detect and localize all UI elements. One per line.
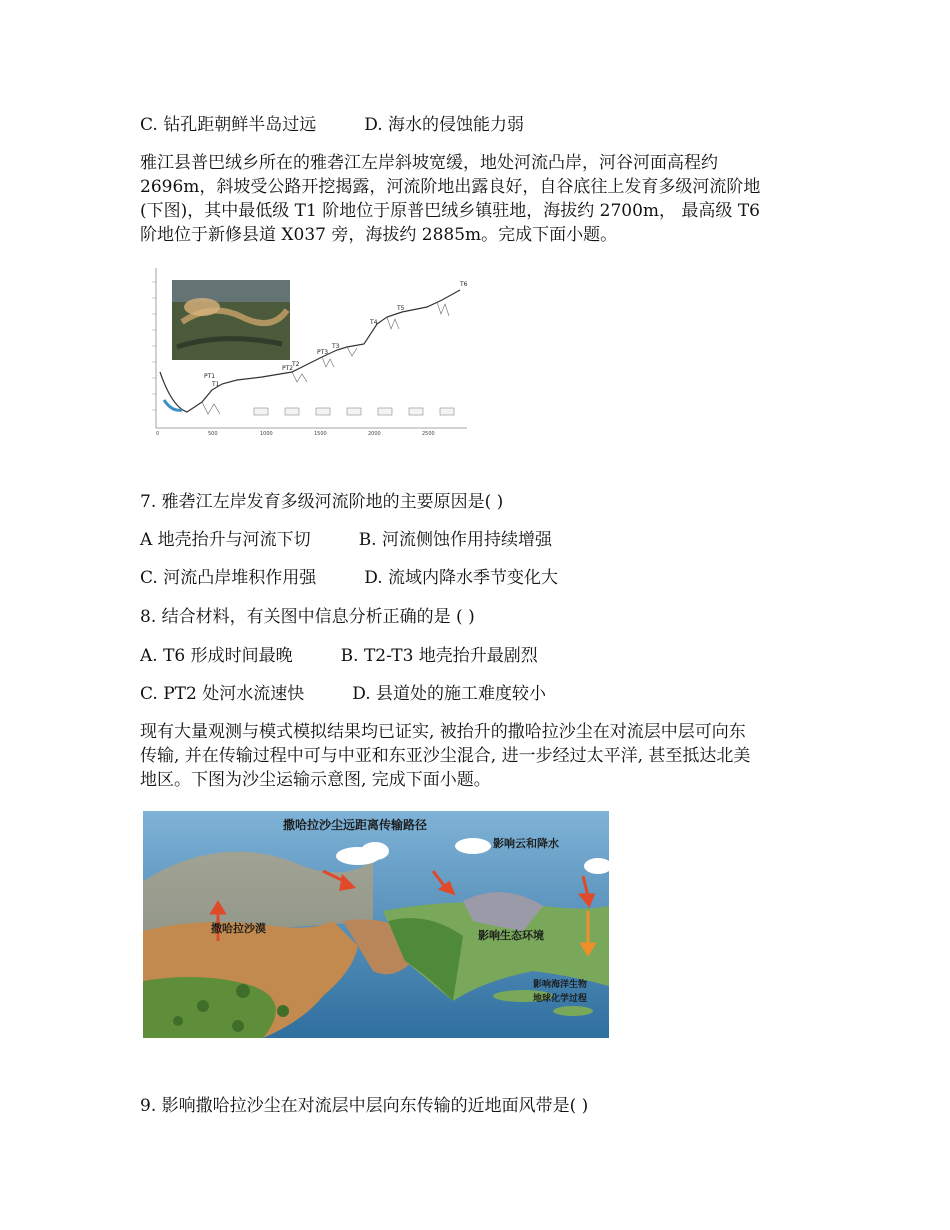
q7-option-a: A 地壳抬升与河流下切: [140, 530, 311, 550]
passage-2-line: 传输, 并在传输过程中可与中亚和东亚沙尘混合, 进一步经过太平洋, 甚至抵达北美: [140, 746, 751, 766]
cloud-effect-label: 影响云和降水: [493, 837, 559, 850]
passage-1-line: 阶地位于新修县道 X037 旁，海拔约 2885m。完成下面小题。: [140, 225, 618, 245]
terrace-label: PT2: [282, 365, 294, 372]
q7-option-b: B. 河流侧蚀作用持续增强: [358, 530, 552, 550]
q8-option-c: C. PT2 处河水流速快: [140, 684, 305, 704]
terrace-label: T5: [397, 305, 405, 312]
q8-options-row-1: [140, 644, 538, 668]
x-tick-label: 2000: [368, 431, 381, 437]
passage-1-line: (下图)，其中最低级 T1 阶地位于原普巴绒乡镇驻地，海拔约 2700m， 最高级 T6: [140, 201, 760, 221]
q9-stem: 9. 影响撒哈拉沙尘在对流层中层向东传输的近地面风带是( ): [140, 1096, 589, 1116]
q8-option-d: D. 县道处的施工难度较小: [352, 684, 547, 704]
ecosystem-label: 影响生态环境: [478, 929, 544, 942]
terrace-label: T1: [212, 381, 220, 388]
x-tick-label: 500: [208, 431, 218, 437]
q8-option-a: A. T6 形成时间最晚: [140, 646, 293, 666]
passage-1-line: 2696m，斜坡受公路开挖揭露，河流阶地出露良好，自谷底往上发育多级河流阶地: [140, 177, 761, 197]
passage-2-line: 现有大量观测与模式模拟结果均已证实, 被抬升的撒哈拉沙尘在对流层中层可向东: [140, 722, 746, 742]
q7-option-c: C. 河流凸岸堆积作用强: [140, 568, 317, 588]
sahara-label: 撒哈拉沙漠: [211, 922, 266, 935]
q7-options-row-1: [140, 528, 552, 552]
ocean-label-2: 地球化学过程: [533, 994, 588, 1004]
q8-options-row-2: [140, 682, 546, 706]
q8-stem: 8. 结合材料，有关图中信息分析正确的是 ( ): [140, 607, 475, 627]
x-tick-label: 1500: [314, 431, 327, 437]
terrace-label: T2: [292, 361, 300, 368]
q7-option-d: D. 流域内降水季节变化大: [364, 568, 559, 588]
q7-options-row-2: [140, 566, 558, 590]
q7-stem: 7. 雅砻江左岸发育多级河流阶地的主要原因是( ): [140, 492, 504, 512]
terrace-label: T4: [370, 319, 378, 326]
q8-option-b: B. T2-T3 地壳抬升最剧烈: [340, 646, 538, 666]
ocean-label-1: 影响海洋生物: [533, 980, 588, 990]
passage-1: [140, 151, 812, 247]
x-tick-label: 2500: [422, 431, 435, 437]
q6-options-row: [140, 113, 524, 137]
terrace-profile-figure: [142, 262, 472, 437]
terrace-label: PT3: [317, 349, 329, 356]
dust-transport-figure: [143, 811, 609, 1038]
passage-2: [140, 720, 812, 792]
terrace-label: PT1: [204, 373, 216, 380]
dust-figure-title: 撒哈拉沙尘远距离传输路径: [283, 818, 428, 832]
passage-2-line: 地区。下图为沙尘运输示意图, 完成下面小题。: [140, 770, 491, 790]
terrace-label: T6: [460, 281, 468, 288]
q6-option-c: C. 钻孔距朝鲜半岛过远: [140, 115, 317, 135]
x-tick-label: 0: [156, 431, 160, 437]
q6-option-d: D. 海水的侵蚀能力弱: [364, 115, 525, 135]
terrace-label: T3: [332, 343, 340, 350]
passage-1-line: 雅江县普巴绒乡所在的雅砻江左岸斜坡宽缓，地处河流凸岸，河谷河面高程约: [140, 153, 718, 173]
x-tick-label: 1000: [260, 431, 273, 437]
